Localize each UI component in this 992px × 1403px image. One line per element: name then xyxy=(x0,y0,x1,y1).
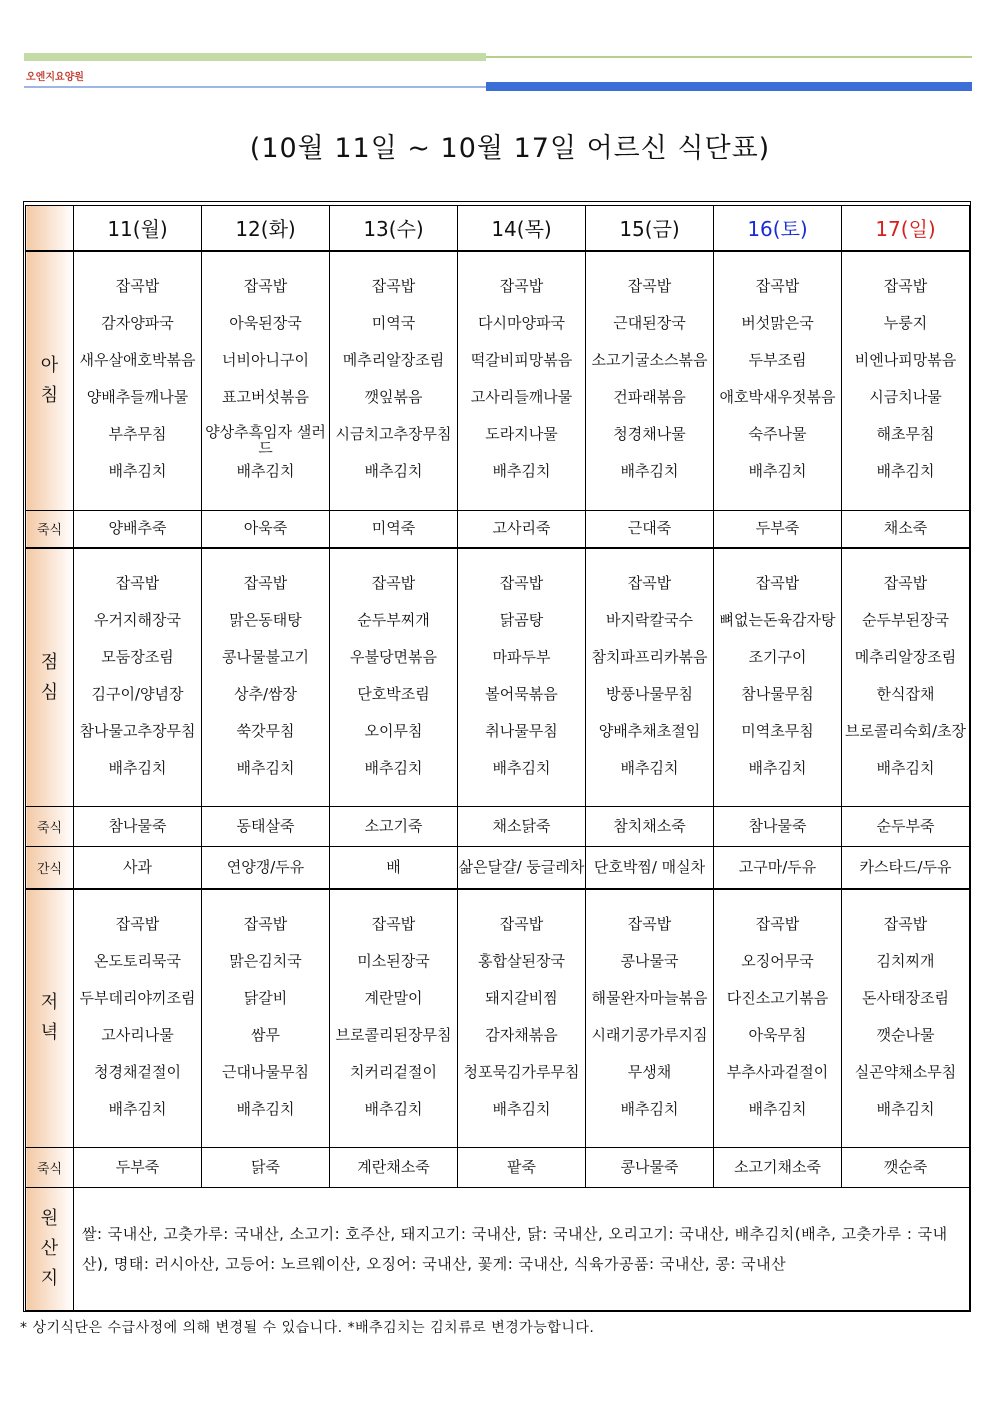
menu-item: 배추김치 xyxy=(108,1099,167,1118)
row-label-text: 죽식 xyxy=(36,1161,63,1177)
menu-item: 양배추들깨나물 xyxy=(86,387,189,406)
header-bar-blue xyxy=(486,82,972,91)
row-label-text: 간식 xyxy=(36,861,63,877)
row-label xyxy=(26,251,74,510)
row-label xyxy=(26,847,74,889)
snack-cell: 고구마/두유 xyxy=(714,847,842,889)
menu-item: 참치파프리카볶음 xyxy=(591,648,708,667)
menu-item: 깻잎볶음 xyxy=(364,387,423,406)
row-label-char: 원 xyxy=(40,1207,59,1229)
menu-item: 잡곡밥 xyxy=(371,276,416,295)
dinner-cell xyxy=(74,889,202,1147)
menu-item: 부추무침 xyxy=(108,424,167,443)
row-label xyxy=(26,548,74,806)
dinner_porridge-row xyxy=(26,1147,970,1187)
menu-item: 잡곡밥 xyxy=(883,276,928,295)
snack-cell: 단호박찜/ 매실차 xyxy=(586,847,714,889)
day-header-sunday: 17(일) xyxy=(842,206,970,251)
menu-item: 잡곡밥 xyxy=(755,914,800,933)
menu-item: 우불당면볶음 xyxy=(350,648,437,667)
menu-item: 모둠장조림 xyxy=(101,648,174,667)
menu-item: 돈사태장조림 xyxy=(862,988,949,1007)
breakfast-cell xyxy=(330,251,458,510)
menu-list xyxy=(74,252,201,510)
menu-item: 해물완자마늘볶음 xyxy=(591,988,708,1007)
menu-item: 잡곡밥 xyxy=(755,574,800,593)
day-header: 12(화) xyxy=(202,206,330,251)
menu-item: 배추김치 xyxy=(620,461,679,480)
row-label-text: 죽식 xyxy=(36,821,63,837)
menu-item: 배추김치 xyxy=(876,461,935,480)
row-label-char: 침 xyxy=(40,384,59,406)
menu-item: 소고기굴소스볶음 xyxy=(591,350,708,369)
menu-table xyxy=(25,205,970,1311)
menu-item: 두부데리야끼조림 xyxy=(79,988,196,1007)
menu-item: 새우살애호박볶음 xyxy=(79,350,196,369)
origin-text: 쌀: 국내산, 고춧가루: 국내산, 소고기: 호주산, 돼지고기: 국내산, 닭: 국내산, 오리고기: 국내산, 배추김치(배추, 고춧가루 : 국내산), 명태: 러시아산, 고등어: 노르웨이산, 오징어: 국내산, 꽃게: 국내산, 식육가공품: 국내산, 콩: 국내산 xyxy=(74,1187,970,1310)
dinner-cell xyxy=(714,889,842,1147)
dinner_porridge-cell: 계란채소죽 xyxy=(330,1147,458,1187)
menu-item: 누룽지 xyxy=(883,313,928,332)
menu-item: 배추김치 xyxy=(236,461,295,480)
lunch_porridge-cell: 소고기죽 xyxy=(330,807,458,847)
origin-row xyxy=(26,1187,970,1310)
menu-item: 배추김치 xyxy=(748,461,807,480)
menu-item: 잡곡밥 xyxy=(499,276,544,295)
menu-item: 잡곡밥 xyxy=(499,574,544,593)
menu-item: 메추리알장조림 xyxy=(342,350,445,369)
menu-item: 볼어묵볶음 xyxy=(485,685,558,704)
row-label-char: 지 xyxy=(40,1267,59,1289)
breakfast-cell xyxy=(842,251,970,510)
header-bar-green xyxy=(24,53,486,61)
snack-cell: 삶은달걀/ 둥글레차 xyxy=(458,847,586,889)
row-label xyxy=(26,1187,74,1310)
menu-item: 떡갈비피망볶음 xyxy=(470,350,573,369)
header-line-green xyxy=(486,56,972,58)
menu-item: 잡곡밥 xyxy=(115,574,160,593)
menu-item: 시래기콩가루지짐 xyxy=(591,1025,708,1044)
menu-item: 취나물무침 xyxy=(485,722,558,741)
menu-item: 실곤약채소무침 xyxy=(854,1062,957,1081)
menu-item: 고사리나물 xyxy=(101,1025,174,1044)
menu-item: 잡곡밥 xyxy=(115,914,160,933)
page-title: (10월 11일 ~ 10월 17일 어르신 식단표) xyxy=(249,133,771,164)
menu-item: 배추김치 xyxy=(876,759,935,778)
menu-list xyxy=(458,549,585,806)
menu-item: 배추김치 xyxy=(748,759,807,778)
day-header-saturday: 16(토) xyxy=(714,206,842,251)
breakfast_porridge-cell: 양배추죽 xyxy=(74,510,202,548)
menu-list xyxy=(202,252,329,510)
menu-item: 참나물고추장무침 xyxy=(79,722,196,741)
menu-list xyxy=(586,549,713,806)
menu-item: 온도토리묵국 xyxy=(94,951,181,970)
menu-item: 배추김치 xyxy=(236,1099,295,1118)
menu-item: 브로콜리숙회/초장 xyxy=(845,722,966,741)
menu-item: 김구이/양념장 xyxy=(91,685,184,704)
menu-item: 숙주나물 xyxy=(748,424,807,443)
dinner_porridge-cell: 소고기채소죽 xyxy=(714,1147,842,1187)
menu-item: 배추김치 xyxy=(620,759,679,778)
breakfast-cell xyxy=(458,251,586,510)
menu-item: 계란말이 xyxy=(364,988,423,1007)
menu-item: 아욱무침 xyxy=(748,1025,807,1044)
menu-item: 감자양파국 xyxy=(101,313,174,332)
footnote: * 상기식단은 수급사정에 의해 변경될 수 있습니다. *배추김치는 김치류로 변경가능합니다. xyxy=(20,1320,595,1336)
menu-item: 도라지나물 xyxy=(485,424,558,443)
menu-item: 청경채겉절이 xyxy=(94,1062,181,1081)
lunch_porridge-cell: 순두부죽 xyxy=(842,807,970,847)
breakfast-cell xyxy=(586,251,714,510)
menu-list xyxy=(586,252,713,510)
menu-item: 감자채볶음 xyxy=(485,1025,558,1044)
row-label-char: 녁 xyxy=(40,1022,59,1044)
menu-item: 무생채 xyxy=(627,1062,672,1081)
breakfast-row xyxy=(26,251,970,510)
menu-list xyxy=(714,890,841,1147)
menu-item: 애호박새우젓볶음 xyxy=(719,387,836,406)
day-header: 14(목) xyxy=(458,206,586,251)
menu-list xyxy=(202,890,329,1147)
menu-item: 마파두부 xyxy=(492,648,551,667)
breakfast-cell xyxy=(202,251,330,510)
menu-item: 양상추흑임자 샐러드 xyxy=(205,422,326,457)
lunch_porridge-cell: 참나물죽 xyxy=(74,807,202,847)
menu-item: 두부조림 xyxy=(748,350,807,369)
menu-item: 고사리들깨나물 xyxy=(470,387,573,406)
row-label-text: 죽식 xyxy=(36,523,63,539)
menu-item: 잡곡밥 xyxy=(627,914,672,933)
menu-item: 표고버섯볶음 xyxy=(222,387,309,406)
day-header: 15(금) xyxy=(586,206,714,251)
header-line-blue xyxy=(24,86,486,88)
snack-cell: 연양갱/두유 xyxy=(202,847,330,889)
lunch_porridge-cell: 참나물죽 xyxy=(714,807,842,847)
row-label-char: 아 xyxy=(40,354,59,376)
menu-item: 깻순나물 xyxy=(876,1025,935,1044)
menu-item: 시금치고추장무침 xyxy=(335,424,452,443)
breakfast_porridge-cell: 고사리죽 xyxy=(458,510,586,548)
menu-item: 근대된장국 xyxy=(613,313,686,332)
menu-list xyxy=(842,890,969,1147)
menu-list xyxy=(330,252,457,510)
menu-item: 맑은동태탕 xyxy=(229,611,302,630)
row-label-char: 점 xyxy=(40,651,59,673)
menu-item: 청포묵김가루무침 xyxy=(463,1062,580,1081)
org-name: 오엔지요양원 xyxy=(26,72,84,83)
menu-list xyxy=(714,549,841,806)
menu-item: 배추김치 xyxy=(492,461,551,480)
menu-item: 버섯맑은국 xyxy=(741,313,814,332)
dinner_porridge-cell: 깻순죽 xyxy=(842,1147,970,1187)
day-header-row xyxy=(26,206,970,251)
breakfast_porridge-cell: 아욱죽 xyxy=(202,510,330,548)
menu-list xyxy=(842,549,969,806)
menu-item: 잡곡밥 xyxy=(115,276,160,295)
dinner-row xyxy=(26,889,970,1147)
menu-item: 아욱된장국 xyxy=(229,313,302,332)
menu-item: 순두부된장국 xyxy=(862,611,949,630)
lunch-cell xyxy=(202,548,330,806)
menu-item: 한식잡채 xyxy=(876,685,935,704)
dinner-cell xyxy=(458,889,586,1147)
menu-list xyxy=(714,252,841,510)
breakfast_porridge-cell: 채소죽 xyxy=(842,510,970,548)
menu-item: 닭갈비 xyxy=(243,988,288,1007)
menu-item: 상추/쌈장 xyxy=(233,685,297,704)
row-label xyxy=(26,1147,74,1187)
menu-list xyxy=(74,890,201,1147)
menu-item: 다진소고기볶음 xyxy=(726,988,829,1007)
dinner-cell xyxy=(330,889,458,1147)
menu-item: 배추김치 xyxy=(236,759,295,778)
menu-item: 잡곡밥 xyxy=(371,574,416,593)
menu-item: 청경채나물 xyxy=(613,424,686,443)
menu-item: 배추김치 xyxy=(492,759,551,778)
dinner_porridge-cell: 닭죽 xyxy=(202,1147,330,1187)
menu-item: 조기구이 xyxy=(748,648,807,667)
lunch-cell xyxy=(842,548,970,806)
menu-item: 콩나물국 xyxy=(620,951,679,970)
lunch-cell xyxy=(330,548,458,806)
breakfast-cell xyxy=(714,251,842,510)
row-label xyxy=(26,807,74,847)
breakfast-cell xyxy=(74,251,202,510)
menu-list xyxy=(586,890,713,1147)
lunch-cell xyxy=(458,548,586,806)
menu-list xyxy=(202,549,329,806)
menu-item: 순두부찌개 xyxy=(357,611,430,630)
menu-item: 잡곡밥 xyxy=(627,276,672,295)
lunch_porridge-cell: 참치채소죽 xyxy=(586,807,714,847)
menu-item: 잡곡밥 xyxy=(243,574,288,593)
row-label-char: 산 xyxy=(40,1237,59,1259)
menu-item: 닭곰탕 xyxy=(499,611,544,630)
menu-list xyxy=(330,549,457,806)
snack-cell: 사과 xyxy=(74,847,202,889)
menu-item: 근대나물무침 xyxy=(222,1062,309,1081)
day-header: 11(월) xyxy=(74,206,202,251)
menu-item: 배추김치 xyxy=(876,1099,935,1118)
row-label-char: 저 xyxy=(40,992,59,1014)
menu-item: 잡곡밥 xyxy=(755,276,800,295)
menu-list xyxy=(458,252,585,510)
menu-item: 배추김치 xyxy=(364,1099,423,1118)
menu-item: 뼈없는돈육감자탕 xyxy=(719,611,836,630)
menu-item: 홍합살된장국 xyxy=(478,951,565,970)
menu-item: 잡곡밥 xyxy=(627,574,672,593)
menu-item: 잡곡밥 xyxy=(883,574,928,593)
menu-item: 배추김치 xyxy=(108,759,167,778)
row-label xyxy=(26,889,74,1147)
menu-item: 미역초무침 xyxy=(741,722,814,741)
row-label-char: 심 xyxy=(40,681,59,703)
dinner_porridge-cell: 콩나물죽 xyxy=(586,1147,714,1187)
menu-item: 시금치나물 xyxy=(869,387,942,406)
menu-item: 배추김치 xyxy=(492,1099,551,1118)
menu-item: 배추김치 xyxy=(748,1099,807,1118)
menu-item: 메추리알장조림 xyxy=(854,648,957,667)
menu-item: 배추김치 xyxy=(620,1099,679,1118)
menu-item: 돼지갈비찜 xyxy=(485,988,558,1007)
menu-item: 콩나물불고기 xyxy=(222,648,309,667)
menu-item: 부추사과겉절이 xyxy=(726,1062,829,1081)
menu-item: 참나물무침 xyxy=(741,685,814,704)
corner-cell xyxy=(26,206,74,251)
snack-cell: 카스타드/두유 xyxy=(842,847,970,889)
breakfast_porridge-cell: 두부죽 xyxy=(714,510,842,548)
menu-item: 방풍나물무침 xyxy=(606,685,693,704)
menu-item: 비엔나피망볶음 xyxy=(854,350,957,369)
menu-item: 미소된장국 xyxy=(357,951,430,970)
menu-item: 브로콜리된장무침 xyxy=(335,1025,452,1044)
lunch-cell xyxy=(586,548,714,806)
menu-item: 잡곡밥 xyxy=(371,914,416,933)
menu-item: 미역국 xyxy=(371,313,416,332)
dinner-cell xyxy=(842,889,970,1147)
menu-list xyxy=(842,252,969,510)
menu-item: 해초무침 xyxy=(876,424,935,443)
lunch_porridge-row xyxy=(26,807,970,847)
menu-item: 너비아니구이 xyxy=(222,350,309,369)
snack-row xyxy=(26,847,970,889)
menu-list xyxy=(458,890,585,1147)
lunch-row xyxy=(26,548,970,806)
lunch-cell xyxy=(714,548,842,806)
snack-cell: 배 xyxy=(330,847,458,889)
menu-item: 치커리겉절이 xyxy=(350,1062,437,1081)
menu-item: 잡곡밥 xyxy=(243,914,288,933)
row-label xyxy=(26,510,74,548)
menu-item: 맑은김치국 xyxy=(229,951,302,970)
menu-item: 우거지해장국 xyxy=(94,611,181,630)
menu-item: 김치찌개 xyxy=(876,951,935,970)
menu-item: 배추김치 xyxy=(364,461,423,480)
menu-item: 양배추채초절임 xyxy=(598,722,701,741)
menu-item: 잡곡밥 xyxy=(883,914,928,933)
dinner-cell xyxy=(202,889,330,1147)
menu-item: 배추김치 xyxy=(108,461,167,480)
menu-item: 오징어무국 xyxy=(741,951,814,970)
menu-list xyxy=(330,890,457,1147)
day-header: 13(수) xyxy=(330,206,458,251)
lunch_porridge-cell: 동태살죽 xyxy=(202,807,330,847)
menu-item: 건파래볶음 xyxy=(613,387,686,406)
menu-item: 쑥갓무침 xyxy=(236,722,295,741)
breakfast_porridge-cell: 근대죽 xyxy=(586,510,714,548)
menu-item: 잡곡밥 xyxy=(499,914,544,933)
dinner_porridge-cell: 두부죽 xyxy=(74,1147,202,1187)
menu-item: 바지락칼국수 xyxy=(606,611,693,630)
menu-item: 쌈무 xyxy=(251,1025,280,1044)
menu-item: 단호박조림 xyxy=(357,685,430,704)
menu-item: 잡곡밥 xyxy=(243,276,288,295)
dinner_porridge-cell: 팥죽 xyxy=(458,1147,586,1187)
lunch_porridge-cell: 채소닭죽 xyxy=(458,807,586,847)
menu-item: 배추김치 xyxy=(364,759,423,778)
dinner-cell xyxy=(586,889,714,1147)
lunch-cell xyxy=(74,548,202,806)
menu-list xyxy=(74,549,201,806)
menu-item: 오이무침 xyxy=(364,722,423,741)
breakfast_porridge-row xyxy=(26,510,970,548)
menu-item: 다시마양파국 xyxy=(478,313,565,332)
breakfast_porridge-cell: 미역죽 xyxy=(330,510,458,548)
